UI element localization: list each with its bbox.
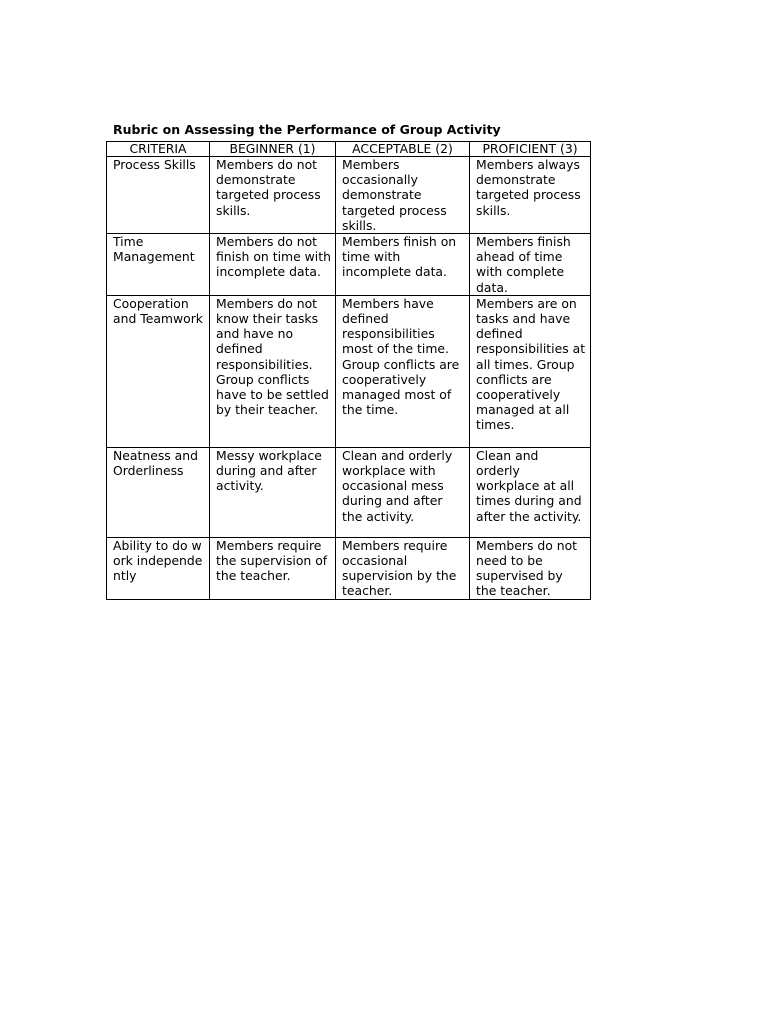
criteria-cell: Cooperation and Teamwork — [107, 295, 210, 447]
acceptable-cell: Members finish on time with incomplete data. — [336, 234, 470, 296]
header-proficient: PROFICIENT (3) — [470, 142, 591, 157]
proficient-cell: Members do not need to be supervised by the teacher. — [470, 537, 591, 599]
beginner-cell: Members do not demonstrate targeted process skills. — [210, 157, 336, 234]
header-beginner: BEGINNER (1) — [210, 142, 336, 157]
criteria-cell: Ability to do work independently — [107, 537, 210, 599]
acceptable-cell: Members have defined responsibilities most of the time. Group conflicts are cooperatively managed most of the time. — [336, 295, 470, 447]
beginner-cell: Members do not know their tasks and have no defined responsibilities. Group conflicts have to be settled by their teacher. — [210, 295, 336, 447]
proficient-cell: Members are on tasks and have defined responsibilities at all times. Group conflicts are cooperatively managed at all times. — [470, 295, 591, 447]
header-criteria: CRITERIA — [107, 142, 210, 157]
acceptable-cell: Clean and orderly workplace with occasional mess during and after the activity. — [336, 447, 470, 537]
table-row — [107, 447, 591, 537]
acceptable-cell: Members require occasional supervision by the teacher. — [336, 537, 470, 599]
criteria-cell: Neatness and Orderliness — [107, 447, 210, 537]
table-row — [107, 157, 591, 234]
table-row — [107, 537, 591, 599]
proficient-cell: Members finish ahead of time with complete data. — [470, 234, 591, 296]
rubric-table-body — [107, 157, 591, 600]
table-row — [107, 234, 591, 296]
beginner-cell: Messy workplace during and after activity. — [210, 447, 336, 537]
document-title: Rubric on Assessing the Performance of Group Activity — [113, 122, 501, 137]
acceptable-cell: Members occasionally demonstrate targeted process skills. — [336, 157, 470, 234]
proficient-cell: Members always demonstrate targeted process skills. — [470, 157, 591, 234]
beginner-cell: Members require the supervision of the teacher. — [210, 537, 336, 599]
rubric-table-header — [107, 142, 591, 157]
rubric-table — [106, 141, 591, 600]
header-acceptable: ACCEPTABLE (2) — [336, 142, 470, 157]
proficient-cell: Clean and orderly workplace at all times during and after the activity. — [470, 447, 591, 537]
criteria-cell: Time Management — [107, 234, 210, 296]
criteria-cell: Process Skills — [107, 157, 210, 234]
beginner-cell: Members do not finish on time with incomplete data. — [210, 234, 336, 296]
table-row — [107, 295, 591, 447]
header-row — [107, 142, 591, 157]
